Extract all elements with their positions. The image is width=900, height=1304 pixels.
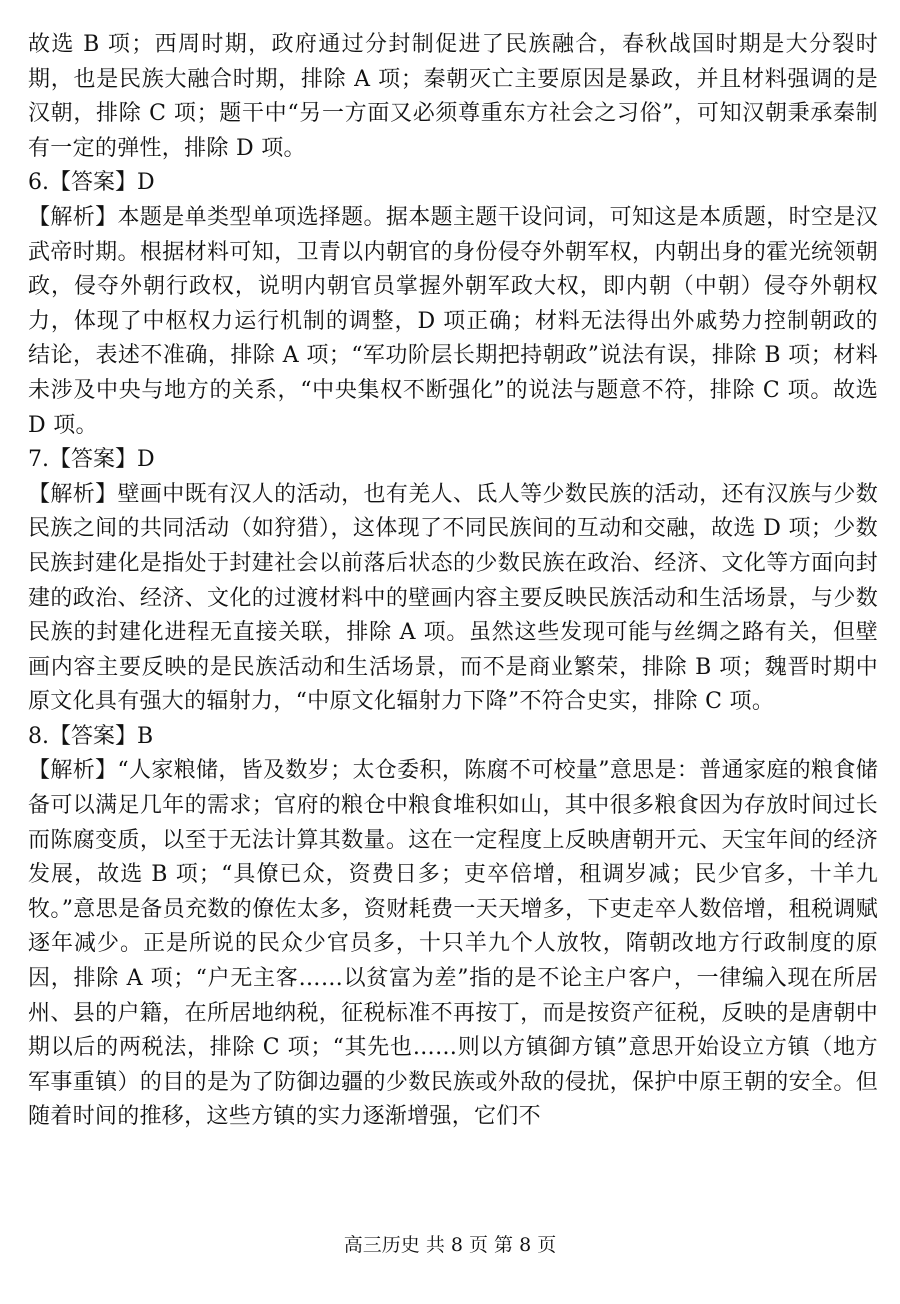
analysis-paragraph-q8: 【解析】“人家粮储，皆及数岁；太仓委积，陈腐不可校量”意思是：普通家庭的粮食储备可以满足几年的需求；官府的粮仓中粮食堆积如山，其中很多粮食因为存放时间过长而陈腐变质，以至于无法计算其数量。这在一定程度上反映唐朝开元、天宝年间的经济发展，故选 B 项；“具僚已众，资费日多；吏卒倍增，租调岁减；民少官多，十羊九牧。”意思是备员充数的僚佐太多，资财耗费一天天增多，下吏走卒人数倍增，租税调赋逐年减少。正是所说的民众少官员多，十只羊九个人放牧，隋朝改地方行政制度的原因，排除 A 项；“户无主客……以贫富为差”指的是不论主户客户，一律编入现在所居州、县的户籍，在所居地纳税，征税标准不再按丁，而是按资产征税，反映的是唐朝中期以后的两税法，排除 C 项；“其先也……则以方镇御方镇”意思开始设立方镇（地方军事重镇）的目的是为了防御边疆的少数民族或外敌的侵扰，保护中原王朝的安全。但随着时间的推移，这些方镇的实力逐渐增强，它们不 [28,758,878,1130]
answer-heading-q6: 6.【答案】D [28,170,155,196]
answer-heading-q7: 7.【答案】D [28,447,155,473]
document-body [28,28,878,1135]
paragraph-continuation: 故选 B 项；西周时期，政府通过分封制促进了民族融合，春秋战国时期是大分裂时期，也是民族大融合时期，排除 A 项；秦朝灭亡主要原因是暴政，并且材料强调的是汉朝，排除 C 项；题干中“另一方面又必须尊重东方社会之习俗”，可知汉朝秉承秦制有一定的弹性，排除 D 项。 [28,32,878,161]
analysis-paragraph-q7: 【解析】壁画中既有汉人的活动，也有羌人、氐人等少数民族的活动，还有汉族与少数民族之间的共同活动（如狩猎），这体现了不同民族间的互动和交融，故选 D 项；少数民族封建化是指处于封建社会以前落后状态的少数民族在政治、经济、文化等方面向封建的政治、经济、文化的过渡材料中的壁画内容主要反映民族活动和生活场景，与少数民族的封建化进程无直接关联，排除 A 项。虽然这些发现可能与丝绸之路有关，但壁画内容主要反映的是民族活动和生活场景，而不是商业繁荣，排除 B 项；魏晋时期中原文化具有强大的辐射力，“中原文化辐射力下降”不符合史实，排除 C 项。 [28,481,878,715]
answer-heading-q8: 8.【答案】B [28,723,154,749]
analysis-paragraph-q6: 【解析】本题是单类型单项选择题。据本题主题干设问词，可知这是本质题，时空是汉武帝时期。根据材料可知，卫青以内朝官的身份侵夺外朝军权，内朝出身的霍光统领朝政，侵夺外朝行政权，说明内朝官员掌握外朝军政大权，即内朝（中朝）侵夺外朝权力，体现了中枢权力运行机制的调整，D 项正确；材料无法得出外戚势力控制朝政的结论，表述不准确，排除 A 项；“军功阶层长期把持朝政”说法有误，排除 B 项；材料未涉及中央与地方的关系，“中央集权不断强化”的说法与题意不符，排除 C 项。故选 D 项。 [28,204,878,438]
page-footer: 高三历史 共 8 页 第 8 页 [343,1234,557,1256]
